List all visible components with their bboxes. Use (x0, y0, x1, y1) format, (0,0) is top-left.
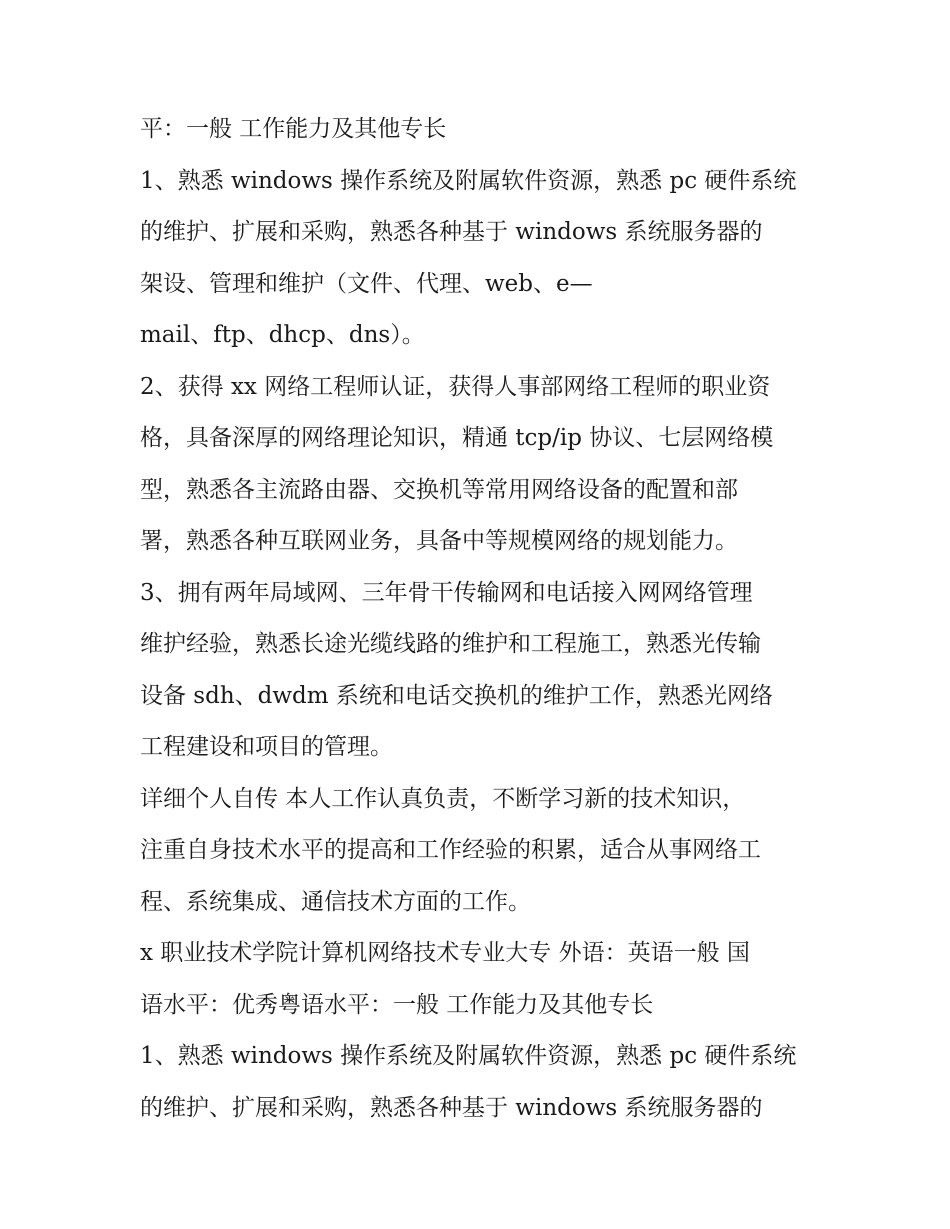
text-line: 维护经验，熟悉长途光缆线路的维护和工程施工，熟悉光传输 (140, 631, 761, 657)
text-line: 型，熟悉各主流路由器、交换机等常用网络设备的配置和部 (140, 476, 738, 503)
document-body (140, 104, 840, 1134)
text-line: 注重自身技术水平的提高和工作经验的积累，适合从事网络工 (140, 837, 761, 863)
text-line: 2、获得 xx 网络工程师认证，获得人事部网络工程师的职业资 (140, 373, 771, 400)
text-line: mail、ftp、dhcp、dns）。 (140, 322, 425, 348)
text-line: 平：一般 工作能力及其他专长 (140, 116, 447, 142)
text-line: 设备 sdh、dwdm 系统和电话交换机的维护工作，熟悉光网络 (140, 682, 773, 709)
text-line: 语水平：优秀粤语水平：一般 工作能力及其他专长 (140, 991, 654, 1018)
text-line: 格，具备深厚的网络理论知识，精通 tcp/ip 协议、七层网络模 (140, 425, 774, 451)
text-line: 架设、管理和维护（文件、代理、web、e— (140, 270, 593, 297)
text-line: 详细个人自传 本人工作认真负责，不断学习新的技术知识， (140, 785, 746, 812)
text-line: 3、拥有两年局域网、三年骨干传输网和电话接入网网络管理 (140, 579, 753, 606)
text-line: 1、熟悉 windows 操作系统及附属软件资源，熟悉 pc 硬件系统 (140, 167, 797, 194)
text-line: x 职业技术学院计算机网络技术专业大专 外语：英语一般 国 (140, 940, 750, 966)
text-line: 工程建设和项目的管理。 (140, 734, 393, 760)
text-line: 署，熟悉各种互联网业务，具备中等规模网络的规划能力。 (140, 528, 738, 554)
text-line: 1、熟悉 windows 操作系统及附属软件资源，熟悉 pc 硬件系统 (140, 1043, 797, 1069)
text-line: 程、系统集成、通信技术方面的工作。 (140, 888, 531, 915)
text-line: 的维护、扩展和采购，熟悉各种基于 windows 系统服务器的 (140, 1094, 763, 1121)
text-line: 的维护、扩展和采购，熟悉各种基于 windows 系统服务器的 (140, 219, 763, 245)
